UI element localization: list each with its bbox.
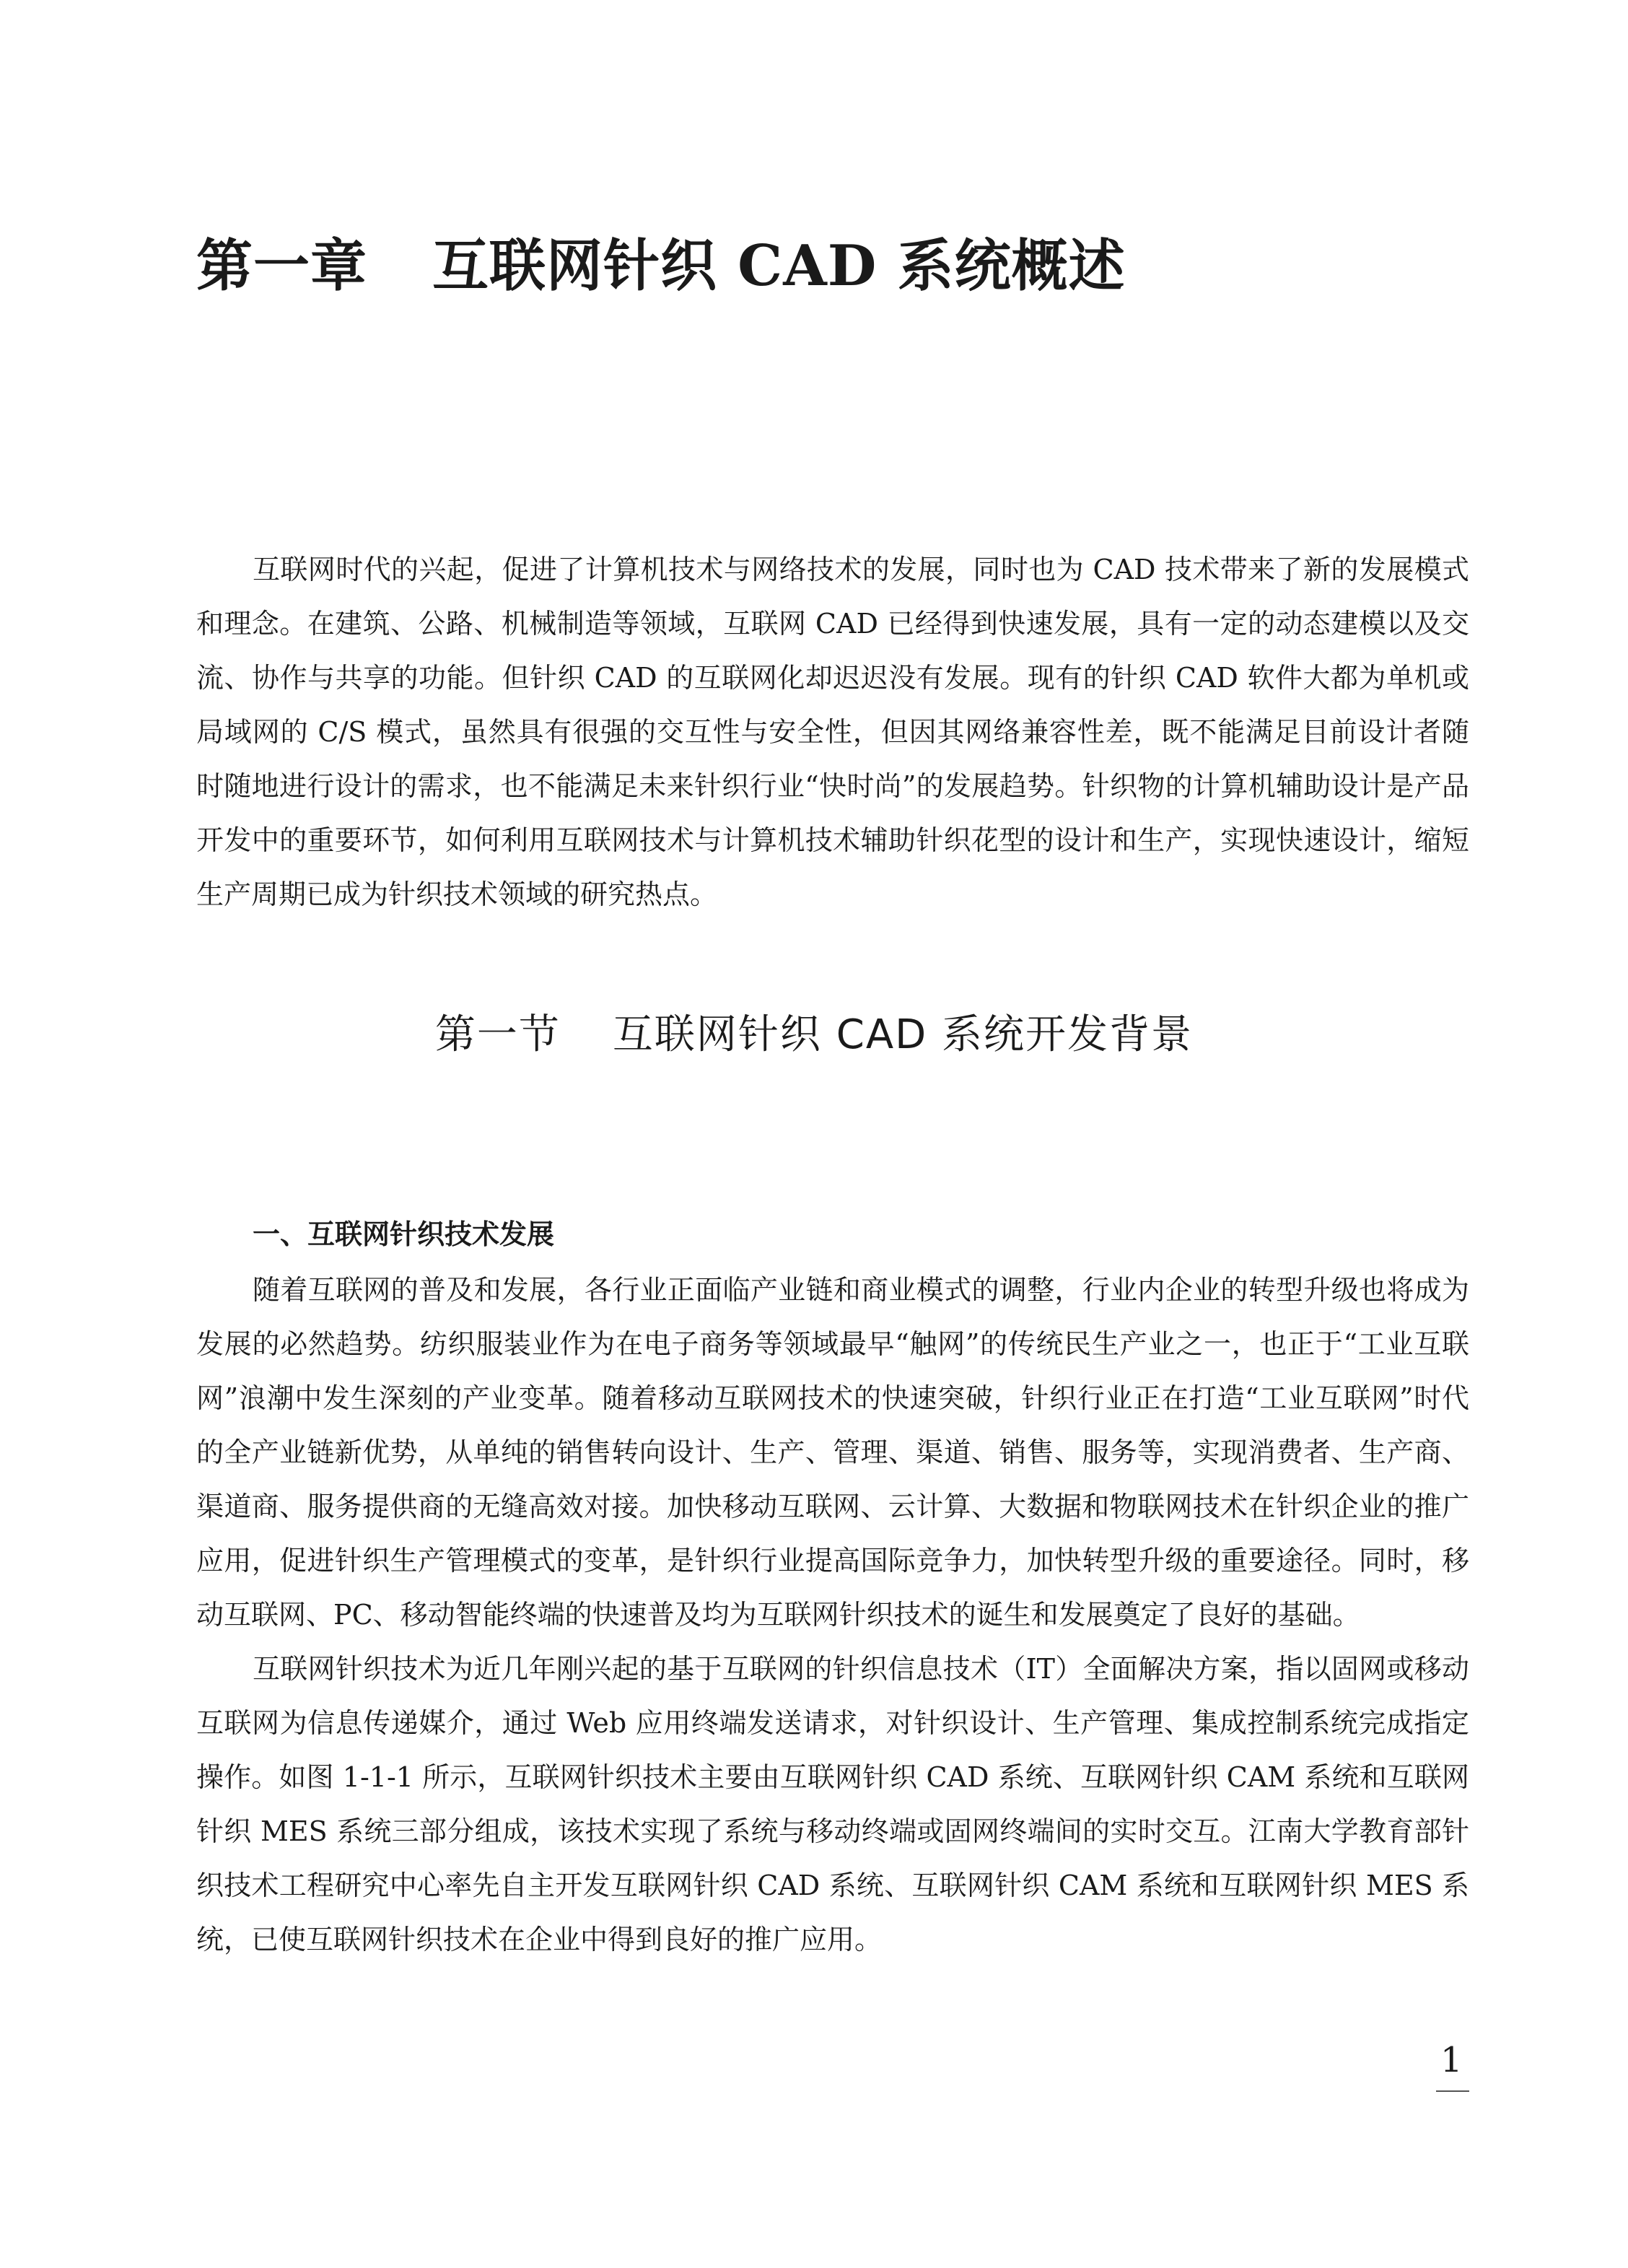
section-content (196, 1263, 1469, 1967)
paragraph: 互联网针织技术为近几年刚兴起的基于互联网的针织信息技术（IT）全面解决方案，指以固网或移动互联网为信息传递媒介，通过 Web 应用终端发送请求，对针织设计、生产管理、集成控制系统完成指定操作。如图 1-1-1 所示，互联网针织技术主要由互联网针织 CAD 系统、互联网针织 CAM 系统和互联网针织 MES 系统三部分组成，该技术实现了系统与移动终端或固网终端间的实时交互。江南大学教育部针织技术工程研究中心率先自主开发互联网针织 CAD 系统、互联网针织 CAM 系统和互联网针织 MES 系统，已使互联网针织技术在企业中得到良好的推广应用。 (196, 1653, 1469, 1955)
page-number-rule (1436, 2090, 1469, 2092)
intro-section (196, 543, 1469, 922)
intro-paragraph: 互联网时代的兴起，促进了计算机技术与网络技术的发展，同时也为 CAD 技术带来了新的发展模式和理念。在建筑、公路、机械制造等领域，互联网 CAD 已经得到快速发展，具有一定的动态建模以及交流、协作与共享的功能。但针织 CAD 的互联网化却迟迟没有发展。现有的针织 CAD 软件大都为单机或局域网的 C/S 模式，虽然具有很强的交互性与安全性，但因其网络兼容性差，既不能满足目前设计者随时随地进行设计的需求，也不能满足未来针织行业“快时尚”的发展趋势。针织物的计算机辅助设计是产品开发中的重要环节，如何利用互联网技术与计算机技术辅助针织花型的设计和生产，实现快速设计，缩短生产周期已成为针织技术领域的研究热点。 (196, 554, 1469, 910)
chapter-title (196, 232, 1126, 300)
chapter-number: 第一章 (196, 233, 368, 299)
section-number: 第一节 (434, 1011, 561, 1058)
chapter-title-text: 互联网针织 CAD 系统概述 (432, 233, 1126, 299)
section-title-text: 互联网针织 CAD 系统开发背景 (612, 1011, 1194, 1058)
paragraph: 随着互联网的普及和发展，各行业正面临产业链和商业模式的调整，行业内企业的转型升级也将成为发展的必然趋势。纺织服装业作为在电子商务等领域最早“触网”的传统民生产业之一，也正于“工业互联网”浪潮中发生深刻的产业变革。随着移动互联网技术的快速突破，针织行业正在打造“工业互联网”时代的全产业链新优势，从单纯的销售转向设计、生产、管理、渠道、销售、服务等，实现消费者、生产商、渠道商、服务提供商的无缝高效对接。加快移动互联网、云计算、大数据和物联网技术在针织企业的推广应用，促进针织生产管理模式的变革，是针织行业提高国际竞争力，加快转型升级的重要途径。同时，移动互联网、PC、移动智能终端的快速普及均为互联网针织技术的诞生和发展奠定了良好的基础。 (196, 1274, 1469, 1631)
page-number: 1 (1440, 2040, 1463, 2080)
subsection-title: 一、互联网针织技术发展 (253, 1218, 555, 1250)
section-title (0, 1009, 1628, 1062)
